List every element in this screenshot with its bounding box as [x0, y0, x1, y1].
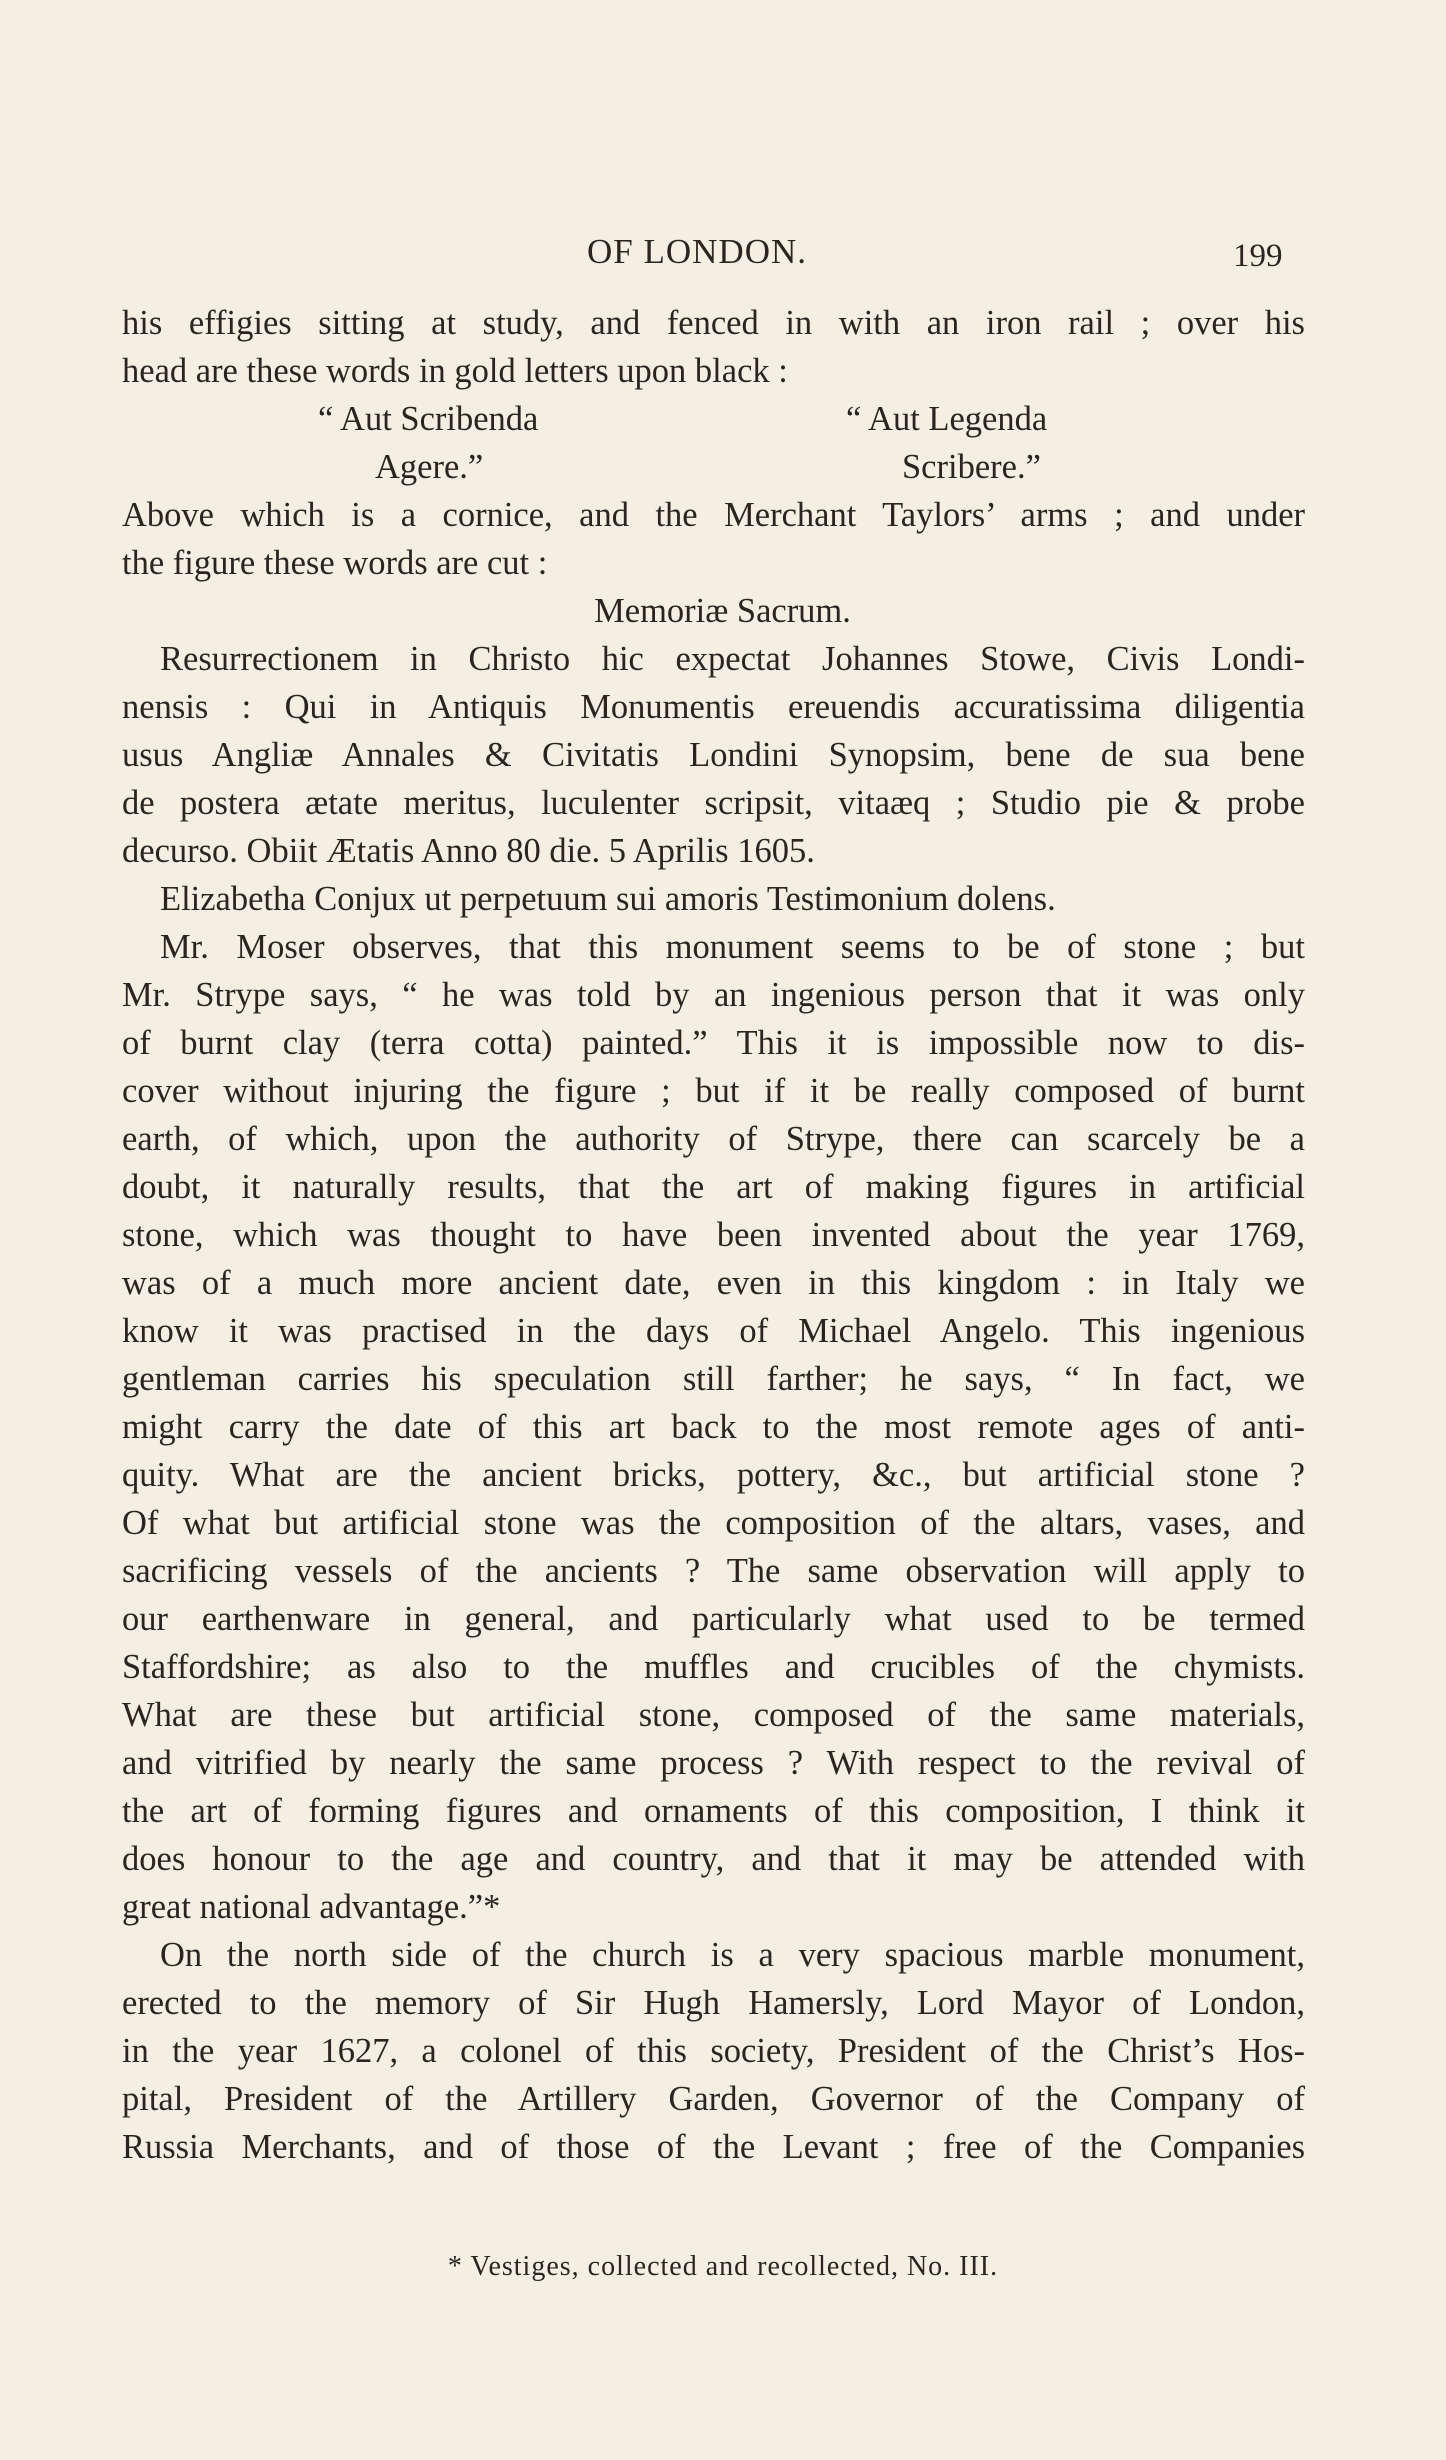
text-line: sacrificing vessels of the ancients ? The same observation will apply to	[122, 1552, 1305, 1590]
text-line: Russia Merchants, and of those of the Levant ; free of the Companies	[122, 2128, 1305, 2166]
text-line: the art of forming figures and ornaments of this composition, I think it	[122, 1792, 1305, 1830]
inscription-text: Scribere.”	[902, 448, 1041, 486]
inscription-text: “ Aut Legenda	[846, 400, 1048, 438]
text-line: great national advantage.”*	[122, 1888, 501, 1926]
text-line: his effigies sitting at study, and fenced in with an iron rail ; over his	[122, 304, 1305, 342]
inscription-text: Agere.”	[375, 448, 484, 486]
page-number: 199	[1233, 238, 1283, 274]
text-line: Staffordshire; as also to the muffles and crucibles of the chymists.	[122, 1648, 1305, 1686]
text-line: earth, of which, upon the authority of Strype, there can scarcely be a	[122, 1120, 1305, 1158]
inscription-row	[122, 443, 1305, 491]
text-line: nensis : Qui in Antiquis Monumentis ereuendis accuratissima diligentia	[122, 688, 1305, 726]
running-title: OF LONDON.	[587, 232, 807, 271]
text-line: Mr. Moser observes, that this monument seems to be of stone ; but	[160, 928, 1305, 966]
page-body	[122, 299, 1305, 2171]
text-line: cover without injuring the figure ; but if it be really composed of burnt	[122, 1072, 1305, 1110]
text-line: Above which is a cornice, and the Merchant Taylors’ arms ; and under	[122, 496, 1305, 534]
text-line: decurso. Obiit Ætatis Anno 80 die. 5 Aprilis 1605.	[122, 832, 815, 870]
text-line: stone, which was thought to have been invented about the year 1769,	[122, 1216, 1305, 1254]
inscription-text: “ Aut Scribenda	[318, 400, 539, 438]
text-line: What are these but artificial stone, composed of the same materials,	[122, 1696, 1305, 1734]
text-line: our earthenware in general, and particularly what used to be termed	[122, 1600, 1305, 1638]
inscription-row	[122, 395, 1305, 443]
text-line: de postera ætate meritus, luculenter scripsit, vitaæq ; Studio pie & probe	[122, 784, 1305, 822]
text-line: Mr. Strype says, “ he was told by an ingenious person that it was only	[122, 976, 1305, 1014]
text-line: gentleman carries his speculation still farther; he says, “ In fact, we	[122, 1360, 1305, 1398]
text-line: in the year 1627, a colonel of this society, President of the Christ’s Hos-	[122, 2032, 1305, 2070]
text-line: head are these words in gold letters upon black :	[122, 352, 788, 390]
text-line: and vitrified by nearly the same process ? With respect to the revival of	[122, 1744, 1305, 1782]
text-line: of burnt clay (terra cotta) painted.” This it is impossible now to dis-	[122, 1024, 1305, 1062]
text-line: Resurrectionem in Christo hic expectat Johannes Stowe, Civis Londi-	[160, 640, 1305, 678]
text-line: might carry the date of this art back to the most remote ages of anti-	[122, 1408, 1305, 1446]
text-line: Of what but artificial stone was the composition of the altars, vases, and	[122, 1504, 1305, 1542]
footnote: * Vestiges, collected and recollected, No. III.	[447, 2251, 999, 2282]
text-line: the figure these words are cut :	[122, 544, 548, 582]
text-line: erected to the memory of Sir Hugh Hamersly, Lord Mayor of London,	[122, 1984, 1305, 2022]
text-line: doubt, it naturally results, that the art of making figures in artificial	[122, 1168, 1305, 1206]
text-line: does honour to the age and country, and that it may be attended with	[122, 1840, 1305, 1878]
text-line: was of a much more ancient date, even in this kingdom : in Italy we	[122, 1264, 1305, 1302]
epitaph-heading: Memoriæ Sacrum.	[594, 592, 851, 630]
text-line: Elizabetha Conjux ut perpetuum sui amoris Testimonium dolens.	[160, 880, 1056, 918]
text-line: quity. What are the ancient bricks, pottery, &c., but artificial stone ?	[122, 1456, 1305, 1494]
text-line: pital, President of the Artillery Garden, Governor of the Company of	[122, 2080, 1305, 2118]
page-header	[0, 232, 1446, 292]
text-line: On the north side of the church is a very spacious marble monument,	[160, 1936, 1305, 1974]
text-line: usus Angliæ Annales & Civitatis Londini Synopsim, bene de sua bene	[122, 736, 1305, 774]
text-line: know it was practised in the days of Michael Angelo. This ingenious	[122, 1312, 1305, 1350]
